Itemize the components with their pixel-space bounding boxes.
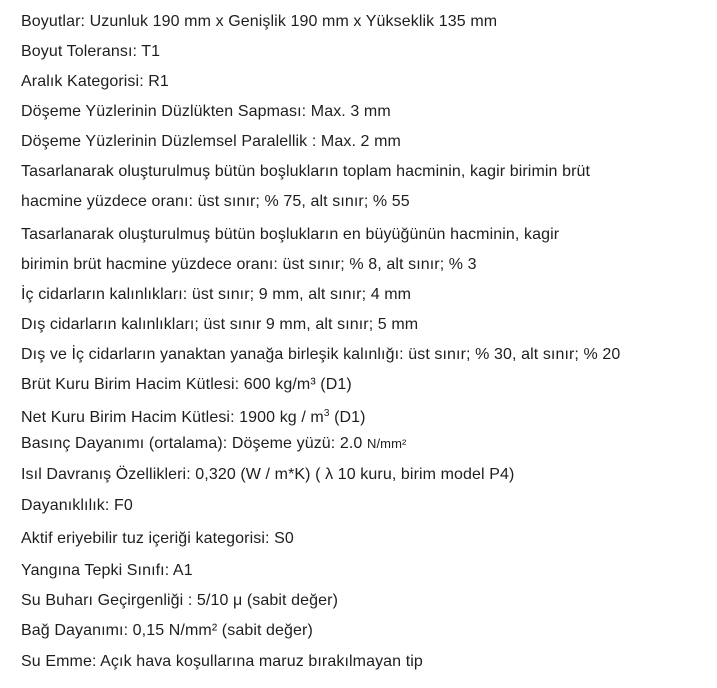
spec-line-gross-dry-density: Brüt Kuru Birim Hacim Kütlesi: 600 kg/m³ (D1)	[21, 376, 352, 393]
spec-line-combined-thickness: Dış ve İç cidarların yanaktan yanağa birleşik kalınlığı: üst sınır; % 30, alt sınır; % 20	[21, 346, 621, 363]
spec-line-thermal: Isıl Davranış Özellikleri: 0,320 (W / m*K) ( λ 10 kuru, birim model P4)	[21, 466, 515, 483]
compressive-unit: N/mm²	[366, 436, 407, 451]
net-density-superscript: 3	[323, 408, 330, 419]
spec-line-outer-web-thickness: Dış cidarların kalınlıkları; üst sınır 9 mm, alt sınır; 5 mm	[21, 316, 419, 333]
spec-line-bond-strength: Bağ Dayanımı: 0,15 N/mm² (sabit değer)	[21, 622, 313, 639]
spec-line-parallelism: Döşeme Yüzlerinin Düzlemsel Paralellik : Max. 2 mm	[21, 133, 401, 150]
net-density-text: Net Kuru Birim Hacim Kütlesi: 1900 kg / m	[21, 409, 324, 426]
spec-line-dimensions: Boyutlar: Uzunluk 190 mm x Genişlik 190 mm x Yükseklik 135 mm	[21, 13, 498, 30]
spec-line-flatness: Döşeme Yüzlerinin Düzlükten Sapması: Max. 3 mm	[21, 103, 391, 120]
spec-line-net-dry-density	[21, 408, 366, 428]
spec-line-durability: Dayanıklılık: F0	[21, 497, 133, 514]
spec-line-range-category: Aralık Kategorisi: R1	[21, 73, 169, 90]
net-density-suffix: (D1)	[329, 409, 366, 426]
spec-line-dimension-tolerance: Boyut Toleransı: T1	[21, 43, 161, 60]
spec-line-total-void-volume: Tasarlanarak oluşturulmuş bütün boşlukların toplam hacminin, kagir birimin brüt	[21, 163, 591, 180]
spec-line-vapour-permeability: Su Buharı Geçirgenliği : 5/10 μ (sabit değer)	[21, 592, 338, 609]
spec-line-largest-void: Tasarlanarak oluşturulmuş bütün boşlukların en büyüğünün hacminin, kagir	[21, 226, 560, 243]
spec-line-water-absorption: Su Emme: Açık hava koşullarına maruz bırakılmayan tip	[21, 653, 423, 670]
spec-line-largest-void-cont: birimin brüt hacmine yüzdece oranı: üst sınır; % 8, alt sınır; % 3	[21, 256, 477, 273]
spec-line-inner-web-thickness: İç cidarların kalınlıkları: üst sınır; 9 mm, alt sınır; 4 mm	[21, 286, 412, 303]
spec-line-total-void-volume-cont: hacmine yüzdece oranı: üst sınır; % 75, alt sınır; % 55	[21, 193, 410, 210]
compressive-text: Basınç Dayanımı (ortalama): Döşeme yüzü: 2.0	[21, 435, 367, 452]
spec-line-salt-content: Aktif eriyebilir tuz içeriği kategorisi: S0	[21, 530, 294, 547]
spec-line-compressive-strength	[21, 434, 406, 454]
spec-line-fire-reaction: Yangına Tepki Sınıfı: A1	[21, 562, 193, 579]
